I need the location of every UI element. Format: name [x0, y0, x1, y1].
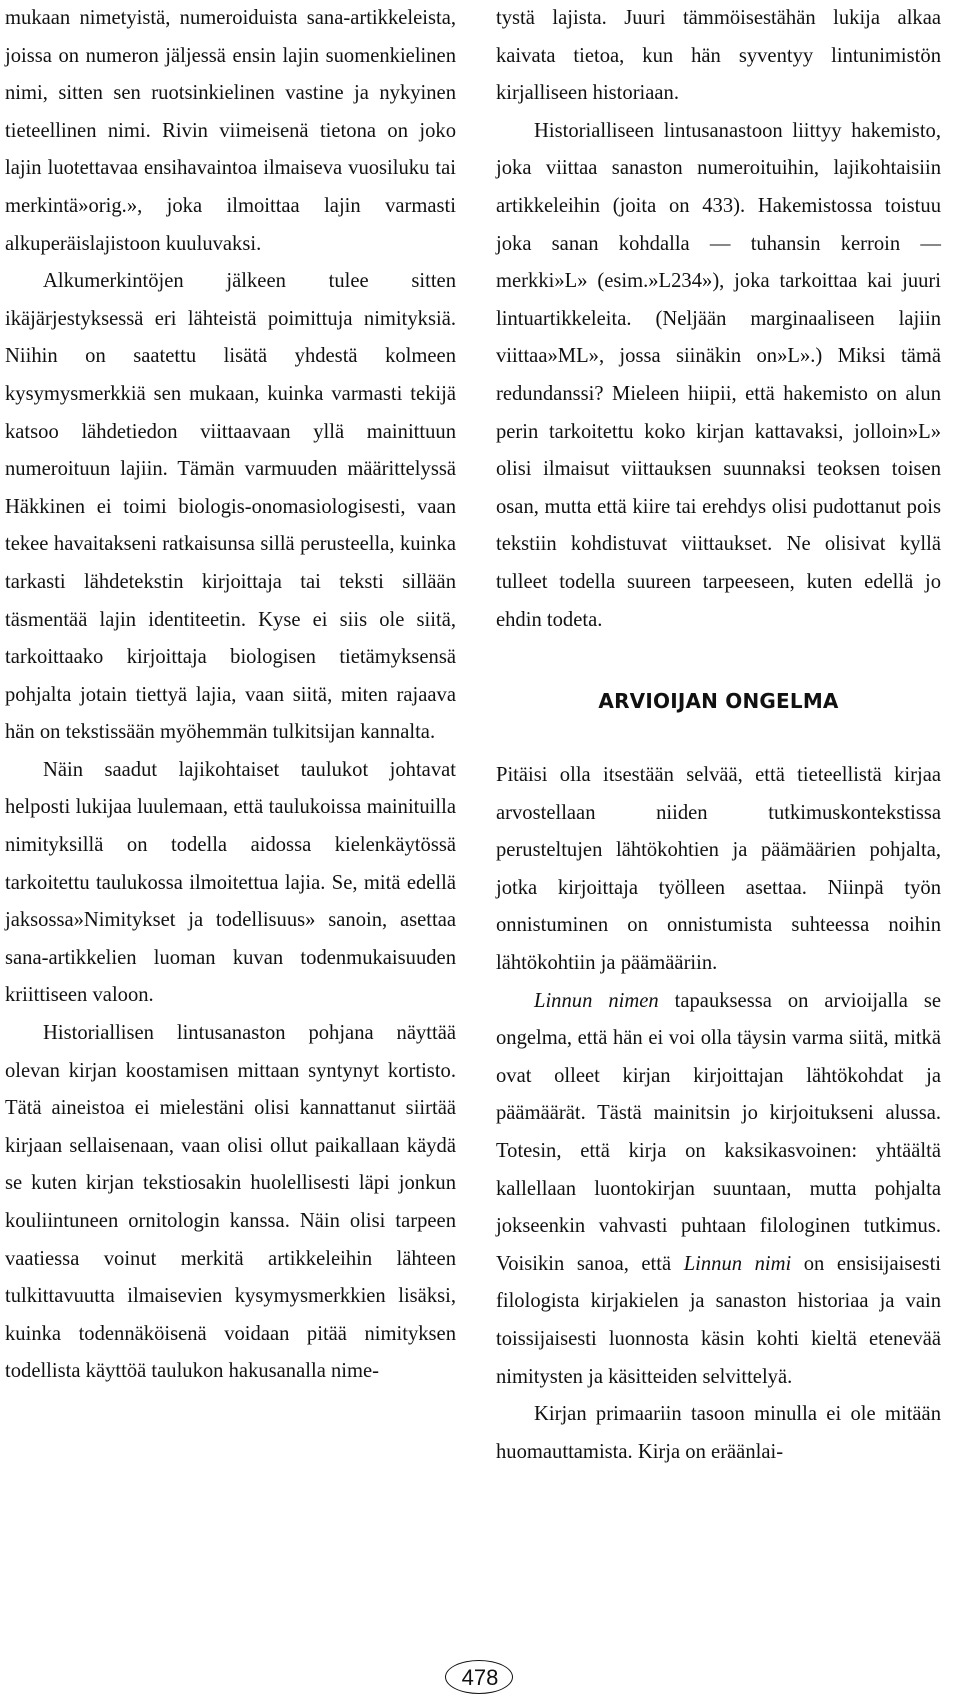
paragraph-text: tapauksessa on arvioijalla se ongelma, että hän ei voi olla täysin varma siitä, mitkä ovat olleet kirjan kirjoittajan lähtökohdat ja päämäärät. Tästä mainitsin jo kirjoitukseni alussa. Totesin, että kirja on kaksikasvoinen: yhtäältä kallellaan luontokirjan suuntaan, mutta pohjalta jokseenkin vahvasti puhtaan filologinen tutkimus. Voisikin sanoa, että — [496, 989, 941, 1275]
paragraph-text: on ensisijaisesti filologista kirjakielen ja sanaston historiaa ja vain toissijaisesti luonnosta käsin kohti kieltä etenevää nimitysten ja käsitteiden selvittelyä. — [496, 1252, 942, 1388]
paragraph: mukaan nimetyistä, numeroiduista sana-artikkeleista, joissa on numeron jäljessä ensin lajin suomenkielinen nimi, sitten sen ruotsinkielinen vastine ja nykyinen tieteellinen nimi. Rivin viimeisenä tietona on joko lajin luotettavaa ensihavaintoa ilmaiseva vuosiluku tai merkintä»orig.», joka ilmoittaa lajin varmasti alkuperäislajistoon kuuluvaksi. — [5, 7, 456, 255]
right-text-column — [496, 0, 941, 1471]
paragraph: Kirjan primaariin tasoon minulla ei ole mitään huomauttamista. Kirja on eräänlai- — [496, 1403, 941, 1463]
book-title: Linnun nimen — [534, 989, 659, 1012]
paragraph: Näin saadut lajikohtaiset taulukot johtavat helposti lukijaa luulemaan, että taulukoissa mainituilla nimityksillä on todella aidossa kielenkäytössä tarkoitettu taulukossa ilmoitettua lajia. Se, mitä edellä jaksossa»Nimitykset ja todellisuus» sanoin, asettaa sana-artikkelien luoman kuvan todenmukaisuuden kriittiseen valoon. — [5, 758, 456, 1007]
section-heading: ARVIOIJAN ONGELMA — [598, 689, 839, 714]
book-title: Linnun nimi — [683, 1252, 792, 1275]
paragraph: Historiallisen lintusanaston pohjana näyttää olevan kirjan koostamisen mittaan syntynyt kortisto. Tätä aineistoa ei mielestäni olisi kannattanut siirtää kirjaan sellaisenaan, vaan olisi ollut paikallaan käydä se kuten kirjan tekstiosakin huolellisesti läpi jonkun kouliintuneen ornitologin kanssa. Näin olisi tarpeen vaatiessa voinut merkitä artikkeleihin lähteen tulkittavuutta ilmaisevien kysymysmerkkien lisäksi, kuinka todennäköisenä voidaan pitää nimityksen todellista käyttöä taulukon hakusanalla nime- — [5, 1022, 456, 1383]
paragraph: Pitäisi olla itsestään selvää, että tieteellistä kirjaa arvostellaan niiden tutkimuskontekstissa perusteltujen lähtökohtien ja päämäärien pohjalta, jotka kirjoittaja työlleen asettaa. Niinpä työn onnistuminen on onnistumista suhteessa noihin lähtökohtiin ja päämääriin. — [496, 764, 941, 975]
page-number-text: 478 — [461, 1665, 499, 1690]
paragraph — [496, 983, 941, 1397]
left-text-column — [5, 0, 456, 1391]
page-number — [445, 1660, 515, 1696]
paragraph: Historialliseen lintusanastoon liittyy hakemisto, joka viittaa sanaston numeroituihin, lajikohtaisiin artikkeleihin (joita on 433). Hakemistossa toistuu joka sanan kohdalla — tuhansin kerroin — merkki»L» (esim.»L234»), joka tarkoittaa kai juuri lintuartikkeleita. (Neljään marginaaliseen lajiin viittaa»ML», jossa siinäkin on»L».) Miksi tämä redundanssi? Mieleen hiipii, että hakemisto on alun perin tarkoitettu koko kirjan kattavaksi, jolloin»L» olisi ilmaisut viittauksen suunnaksi teoksen toisen osan, mutta että kiire tai erehdys olisi pudottanut pois tekstiin kohdistuvat viittaukset. Ne olisivat kyllä tulleet todella suureen tarpeeseen, kuten edellä jo ehdin todeta. — [496, 119, 941, 631]
paragraph: Alkumerkintöjen jälkeen tulee sitten ikäjärjestyksessä eri lähteistä poimittuja nimityksiä. Niihin on saatettu lisätä yhdestä kolmeen kysymysmerkkiä sen mukaan, kuinka varmasti tekijä katsoo lähdetiedon viittaavaan yllä mainittuun numeroituun lajiin. Tämän varmuuden määrittelyssä Häkkinen ei toimi biologis-onomasiologisesti, vaan tekee havaitakseni ratkaisunsa sillä perusteella, kuinka tarkasti lähdetekstin kirjoittaja tai teksti sillään täsmentää lajin identiteetin. Kyse ei siis ole siitä, tarkoittaako kirjoittaja biologisen tietämyksensä pohjalta jotain tiettyä lajia, vaan siitä, miten rajaava hän on tekstissään myöhemmän tulkitsijan kannalta. — [5, 270, 456, 744]
paragraph: tystä lajista. Juuri tämmöisestähän lukija alkaa kaivata tietoa, kun hän syventyy lintunimistön kirjalliseen historiaan. — [496, 7, 941, 105]
